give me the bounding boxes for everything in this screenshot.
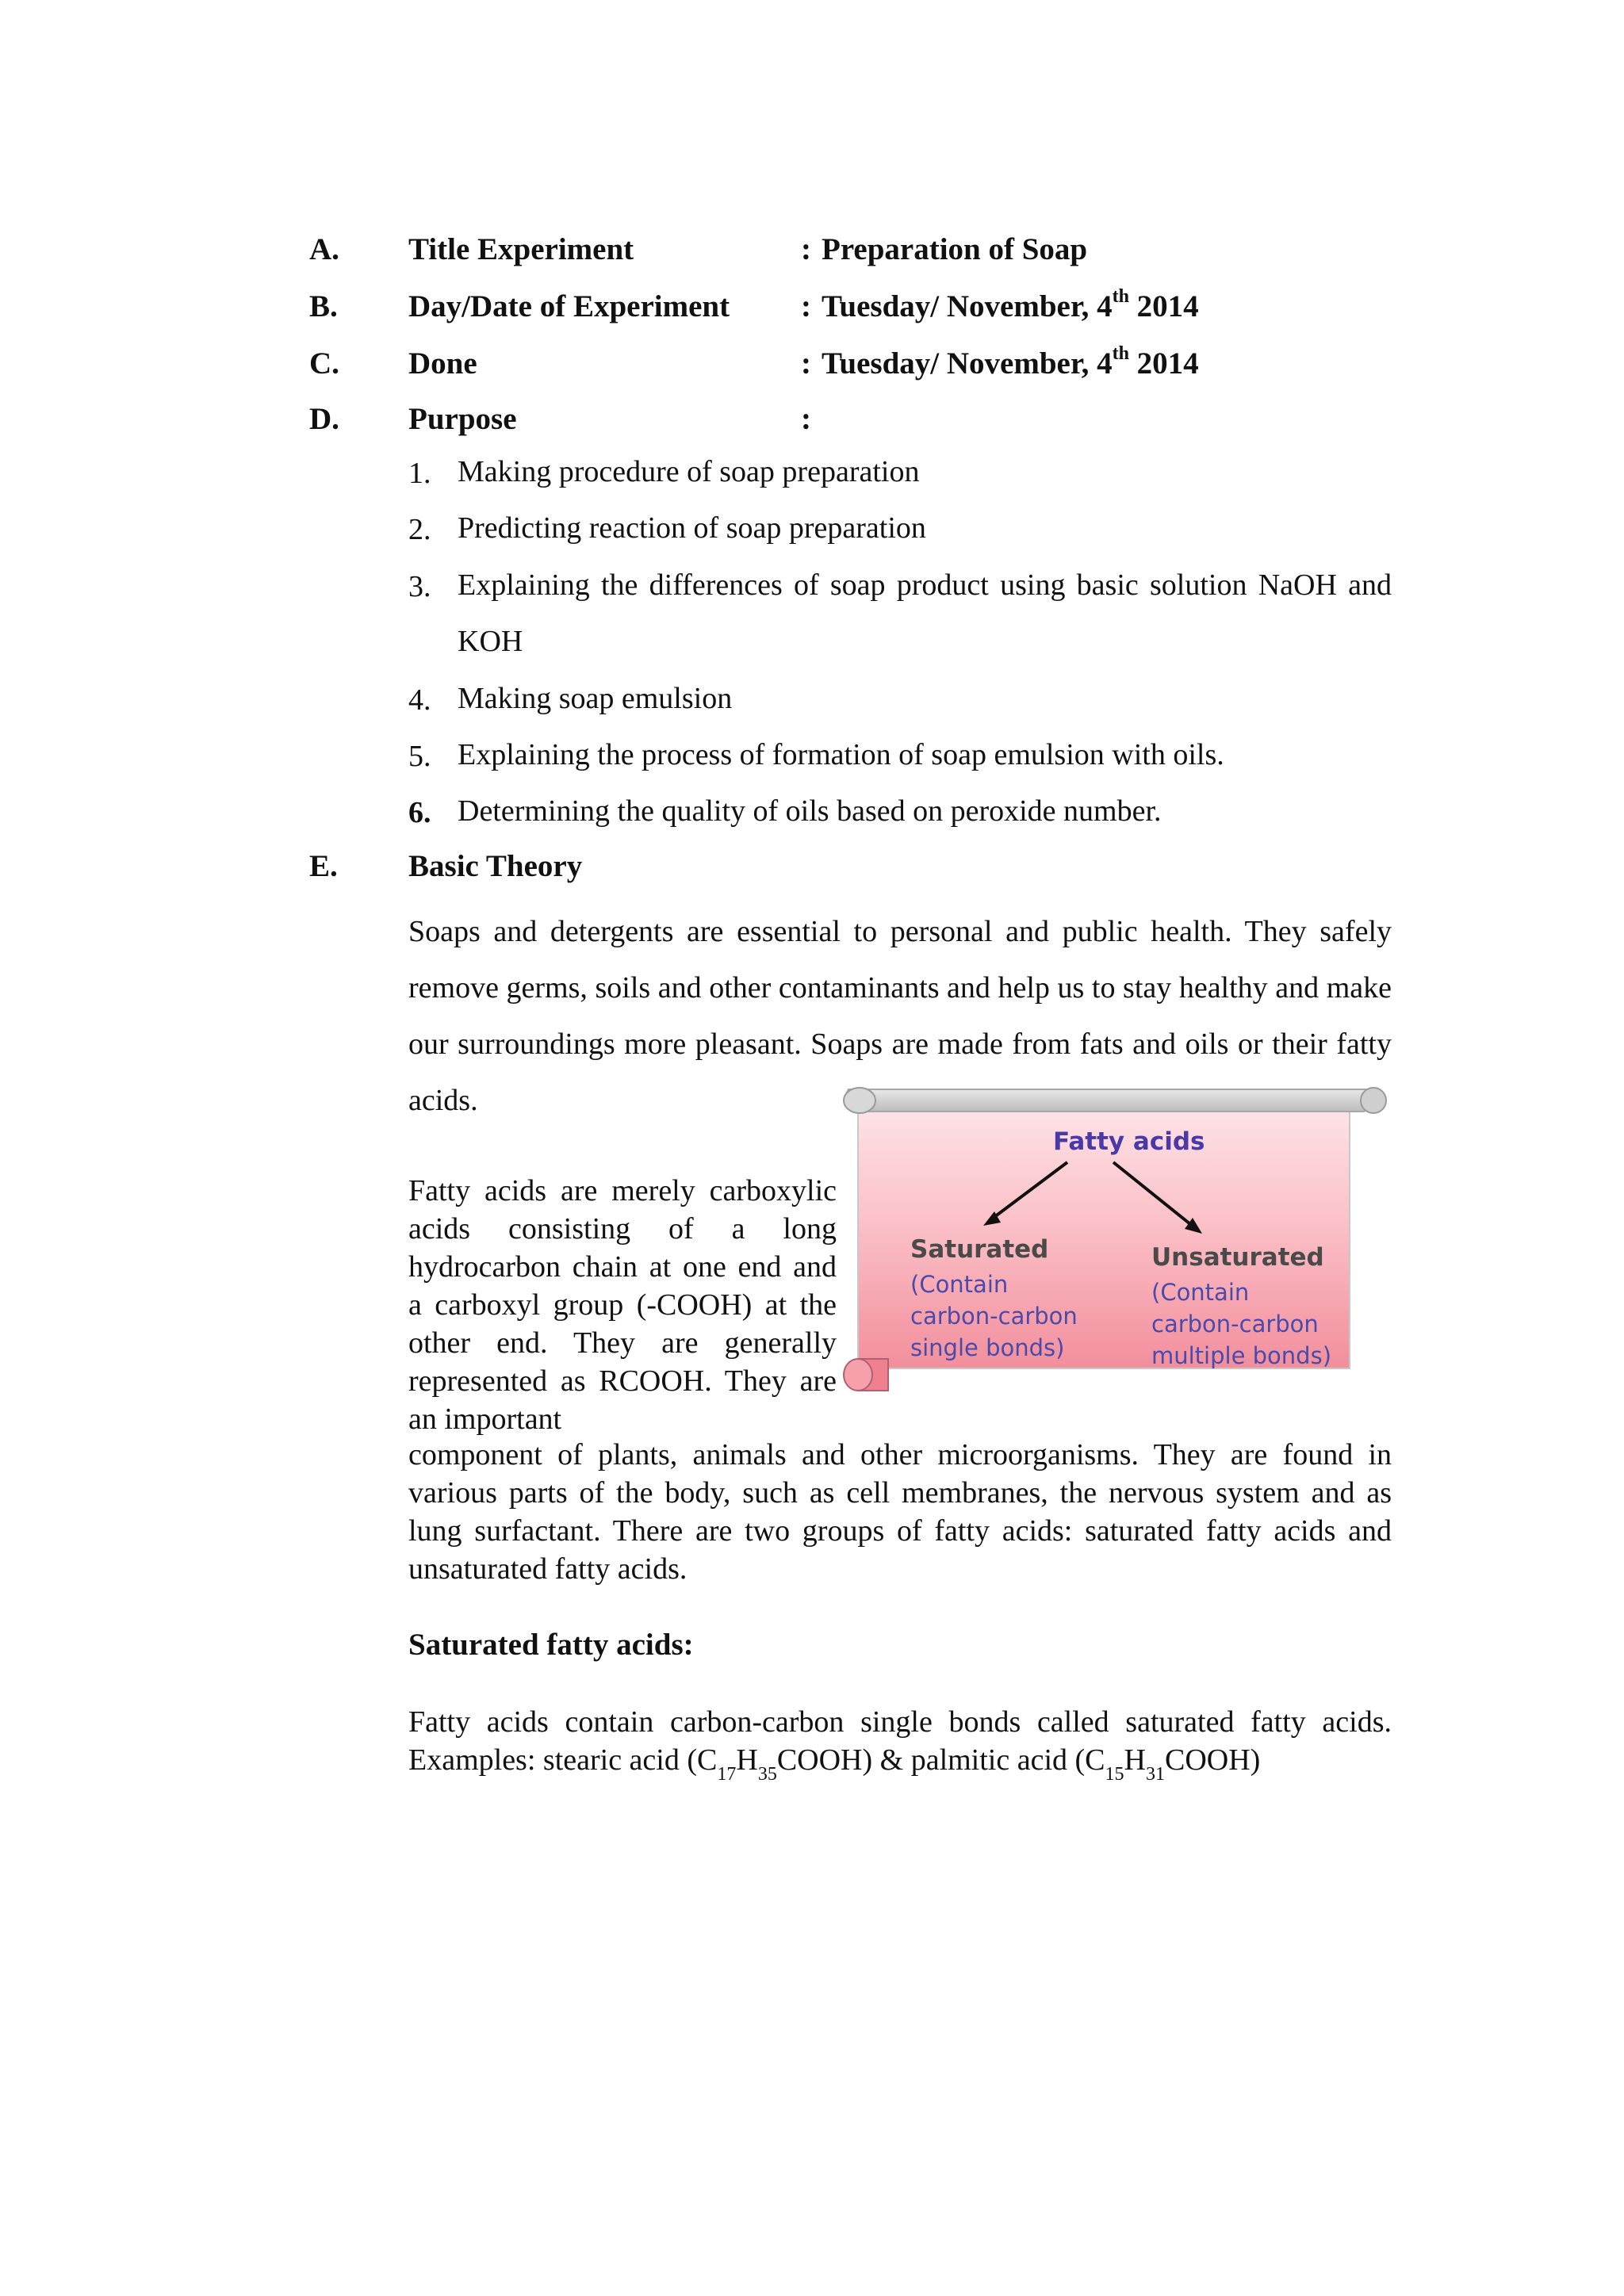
diagram-saturated-desc: (Contain carbon-carbon single bonds) xyxy=(910,1271,1078,1361)
fatty-acids-paragraph: Fatty acids are merely carboxylic acids consisting of a long hydrocarbon chain at one end and a carboxyl group (-COOH) at the other end. They are generally represented as RCOOH. They are an important xyxy=(408,1174,837,1436)
header-row-done xyxy=(0,343,1624,393)
diagram-saturated-label: Saturated xyxy=(910,1235,1049,1264)
field-value: Tuesday/ November, 4th 2014 xyxy=(822,343,1199,381)
section-letter: B. xyxy=(309,289,338,323)
header-row-date xyxy=(0,286,1624,336)
diagram-title: Fatty acids xyxy=(1053,1127,1205,1156)
field-value: Preparation of Soap xyxy=(822,232,1088,266)
section-letter: A. xyxy=(309,232,339,266)
examples-line: Examples: stearic acid $(C_{17}H_{35}COOH)$ & palmitic acid $(C_{15}H_{31}COOH)$ xyxy=(408,1743,1261,1785)
field-label: Title Experiment xyxy=(408,232,634,266)
field-colon: : xyxy=(801,232,811,266)
section-letter: D. xyxy=(309,402,339,436)
field-colon: : xyxy=(801,402,811,436)
section-letter: C. xyxy=(309,346,339,381)
saturated-paragraph: Fatty acids contain carbon-carbon single bonds called saturated fatty acids. Examples: stearic acid $(C_{17}H_{35}COOH)$ & palmitic acid $(C_{15}H_{31}COOH)$ xyxy=(408,1705,1392,1785)
header-row-purpose xyxy=(0,401,1624,449)
header-row-title xyxy=(0,232,1624,279)
field-label: Done xyxy=(408,346,477,381)
field-label: Day/Date of Experiment xyxy=(408,289,730,323)
field-value: Tuesday/ November, 4th 2014 xyxy=(822,286,1199,323)
fatty-acids-diagram xyxy=(841,1080,1396,1397)
field-colon: : xyxy=(801,289,811,323)
saturated-heading: Saturated fatty acids: xyxy=(408,1628,694,1662)
basic-theory-paragraph: Soaps and detergents are essential to personal and public health. They safely remove germs, soils and other contaminants and help us to stay healthy and make our surroundings more pleasant. Soaps are made from fats and oils or their fatty acids. xyxy=(408,915,1392,1117)
section-heading: Basic Theory xyxy=(408,849,583,883)
section-letter: E. xyxy=(309,849,338,883)
diagram-unsaturated-label: Unsaturated xyxy=(1151,1243,1324,1272)
fatty-acids-paragraph-continued: component of plants, animals and other microorganisms. They are found in various parts of the body, such as cell membranes, the nervous system and as lung surfactant. There are two groups of fatty acids: saturated fatty acids and unsaturated fatty acids. xyxy=(408,1438,1392,1586)
document-page: A. Title Experiment : Preparation of Soap B. Day/Date of Experiment : Tuesday/ November, 4th 2014 C. Done : Tuesday/ November, 4th 2014 D. Purpose : 1. Making procedure of soap preparation 2. Predicting reaction of soap preparation 3. Explaining the differences of soap product using basic solution NaOH and KOH 4. Making soap emulsion 5. Explaining the process of formation of soap emulsion with oils. 6. Determining the quality of oils based on peroxide number. E. Basic Theory Soaps and detergents are essential to personal and public health. They safely remove germs, soils and other contaminants and help us to stay healthy and make our surroundings more pleasant. Soaps are made from fats and oils or their fatty acids. Fatty acids are merely carboxylic acids consisting of a long hydrocarbon chain at one end and a carboxyl group (-COOH) at the other end. They are generally represented as RCOOH. They are an important Fatty acids Saturated (Contain carbon-carbon single bonds) Unsaturated (Contain carbon-carbon multiple bonds) component of plants, animals and other microorganisms. They are found in various parts of the body, such as cell membranes, the nervous system and as lung surfactant. There are two groups of fatty acids: saturated fatty acids and unsaturated fatty acids. Saturated fatty acids: Fatty acids contain carbon-carbon single bonds called saturated fatty acids. Examples: stearic acid $(C_{17}H_{35}COOH)$ & palmitic acid $(C_{15}H_{31}COOH)$ xyxy=(0,0,1624,2296)
field-colon: : xyxy=(801,346,811,381)
diagram-unsaturated-desc: (Contain carbon-carbon multiple bonds) xyxy=(1151,1279,1332,1369)
field-label: Purpose xyxy=(408,402,517,436)
